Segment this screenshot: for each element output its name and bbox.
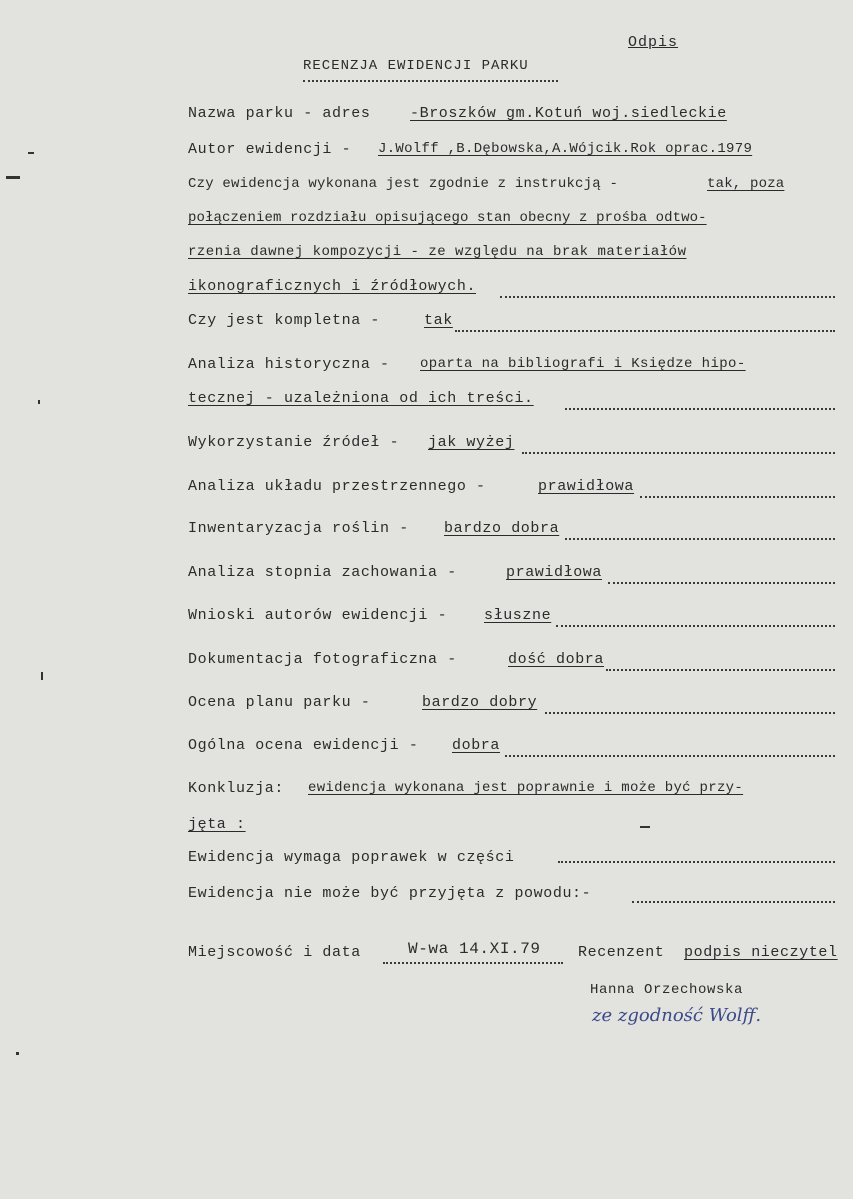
row-conclusion-value: ewidencja wykonana jest poprawnie i może być przy- xyxy=(308,780,744,796)
row-complete-label: Czy jest kompletna - xyxy=(188,312,381,329)
row-conclusion-label: Konkluzja: xyxy=(188,780,285,797)
fill-line xyxy=(558,861,835,863)
dash-mark xyxy=(640,826,650,828)
fill-line xyxy=(565,408,835,410)
row-author-value: J.Wolff ,B.Dębowska,A.Wójcik.Rok oprac.1979 xyxy=(378,141,753,157)
place-date-value: W-wa 14.XI.79 xyxy=(408,940,541,958)
row-conclusion-cont: jęta : xyxy=(188,816,246,833)
row-instruction-cont-2: rzenia dawnej kompozycji - ze względu na brak materiałów xyxy=(188,244,687,260)
margin-mark xyxy=(28,152,34,154)
document-title: RECENZJA EWIDENCJI PARKU xyxy=(303,58,529,74)
margin-mark xyxy=(38,400,40,404)
fill-line xyxy=(500,296,835,298)
row-photo-label: Dokumentacja fotograficzna - xyxy=(188,651,457,668)
row-conclusions-value: słuszne xyxy=(484,607,552,624)
row-instruction-cont-3: ikonograficznych i źródłowych. xyxy=(188,278,477,295)
row-photo-value: dość dobra xyxy=(508,651,605,668)
fill-line xyxy=(608,582,835,584)
row-park-address-value: -Broszków gm.Kotuń woj.siedleckie xyxy=(410,105,727,122)
row-conclusions-label: Wnioski autorów ewidencji - xyxy=(188,607,448,624)
row-overall-value: dobra xyxy=(452,737,501,754)
fill-line xyxy=(522,452,835,454)
row-plants-value: bardzo dobra xyxy=(444,520,560,537)
row-overall-label: Ogólna ocena ewidencji - xyxy=(188,737,419,754)
fill-line xyxy=(565,538,835,540)
fill-line xyxy=(383,962,563,964)
row-plan-label: Ocena planu parku - xyxy=(188,694,371,711)
row-instruction-label: Czy ewidencja wykonana jest zgodnie z instrukcją - xyxy=(188,176,619,192)
fill-line xyxy=(556,625,835,627)
odpis-label: Odpis xyxy=(628,34,679,51)
row-instruction-cont-1: połączeniem rozdziału opisującego stan obecny z prośba odtwo- xyxy=(188,210,707,226)
row-rejected-label: Ewidencja nie może być przyjęta z powodu:- xyxy=(188,885,592,902)
row-spatial-label: Analiza układu przestrzennego - xyxy=(188,478,486,495)
row-historical-label: Analiza historyczna - xyxy=(188,356,390,373)
row-author-label: Autor ewidencji - xyxy=(188,141,352,158)
row-plan-value: bardzo dobry xyxy=(422,694,538,711)
row-historical-value: oparta na bibliografi i Księdze hipo- xyxy=(420,356,746,372)
handwritten-signature: ze zgodność Wolff. xyxy=(592,1005,762,1026)
row-complete-value: tak xyxy=(424,312,453,329)
fill-line xyxy=(545,712,835,714)
margin-mark xyxy=(41,672,43,680)
margin-mark xyxy=(6,176,20,179)
title-underline xyxy=(303,80,558,82)
fill-line xyxy=(632,901,835,903)
fill-line xyxy=(505,755,835,757)
row-historical-cont: tecznej - uzależniona od ich treści. xyxy=(188,390,534,407)
fill-line xyxy=(606,669,835,671)
row-preservation-label: Analiza stopnia zachowania - xyxy=(188,564,457,581)
row-spatial-value: prawidłowa xyxy=(538,478,635,495)
row-park-address-label: Nazwa parku - adres xyxy=(188,105,371,122)
fill-line xyxy=(455,330,835,332)
row-sources-value: jak wyżej xyxy=(428,434,515,451)
reviewer-name: Hanna Orzechowska xyxy=(590,982,744,998)
row-sources-label: Wykorzystanie źródeł - xyxy=(188,434,400,451)
row-plants-label: Inwentaryzacja roślin - xyxy=(188,520,409,537)
row-corrections-label: Ewidencja wymaga poprawek w części xyxy=(188,849,515,866)
fill-line xyxy=(640,496,835,498)
row-instruction-value: tak, poza xyxy=(707,176,785,192)
reviewer-label: Recenzent xyxy=(578,944,665,961)
reviewer-value: podpis nieczytel xyxy=(684,944,838,961)
place-date-label: Miejscowość i data xyxy=(188,944,361,961)
margin-mark xyxy=(16,1052,19,1055)
row-preservation-value: prawidłowa xyxy=(506,564,603,581)
